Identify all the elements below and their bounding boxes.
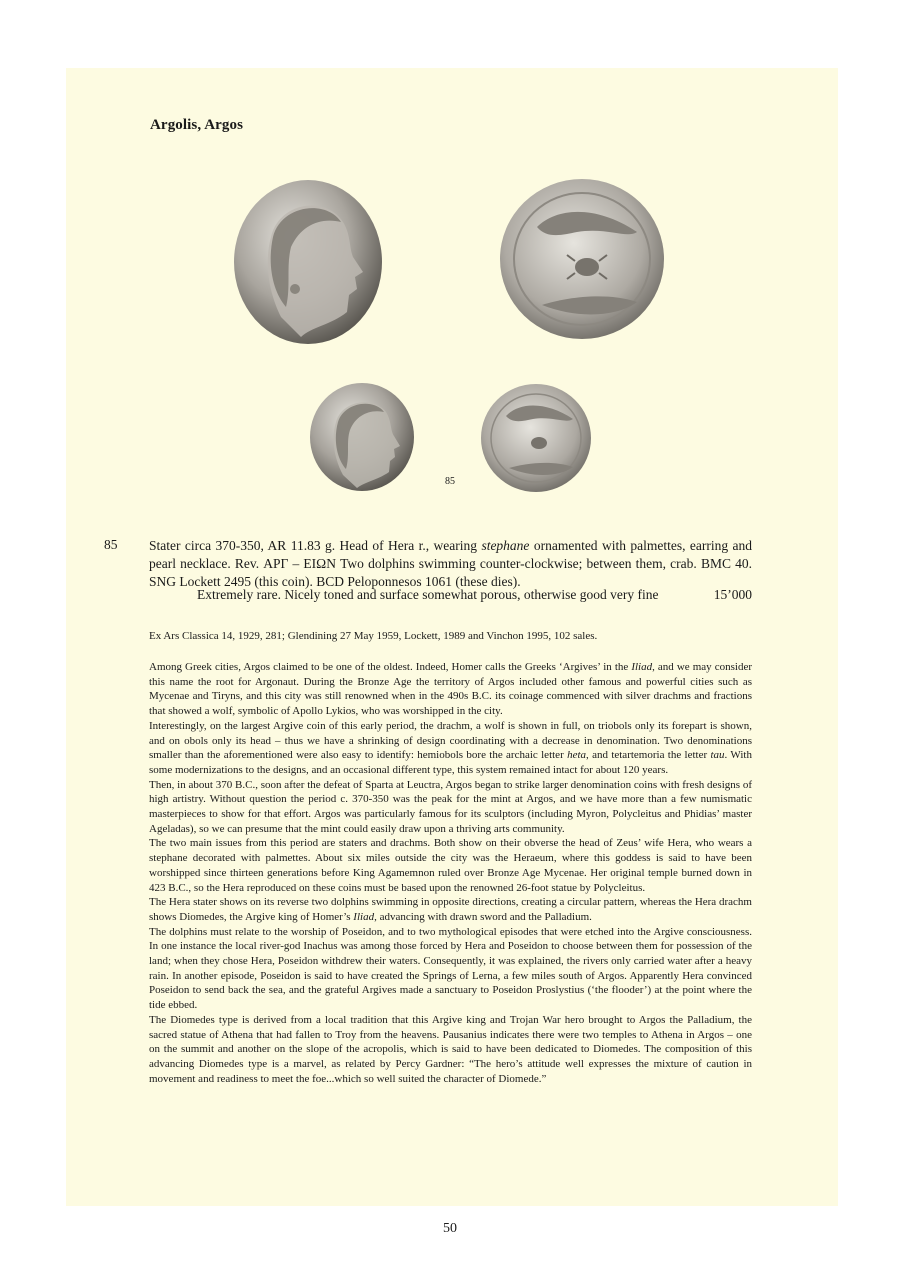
essay-paragraph: The Hera stater shows on its reverse two dolphins swimming in opposite directions, creating a circular pattern, whereas the Hera drachm shows Diomedes, the Argive king of Homer’s Iliad, advancing with drawn sword and the Palladium. xyxy=(149,896,752,923)
essay-paragraph: Interestingly, on the largest Argive coin of this early period, the drachm, a wolf is shown in full, on triobols only its forepart is shown, and on obols only its head – thus we have a shrinking of design coordinating with a decrease in denomination. Two denominations smaller than the aforementioned were also easy to identify: hemiobols bore the archaic letter heta, and tetartemoria the letter tau. With some modernizations to the designs, and an occasional different type, this system remained intact for about 120 years. xyxy=(149,719,752,776)
essay-paragraph: Among Greek cities, Argos claimed to be one of the oldest. Indeed, Homer calls the Greeks ‘Argives’ in the Iliad, and we may consider this name the root for Argonaut. During the Bronze Age the territory of Argos included other famous and powerful cities such as Mycenae and Tiryns, and this city was still renowned when in the 490s B.C. its coinage commenced with silver drachms and fractions that showed a wolf, symbolic of Apollo Lykios, who was worshipped in the city. xyxy=(149,661,752,718)
provenance: Ex Ars Classica 14, 1929, 281; Glendining 27 May 1959, Lockett, 1989 and Vinchon 1995, 102 sales. xyxy=(149,630,598,642)
figure-caption: 85 xyxy=(445,476,455,487)
page-number: 50 xyxy=(443,1221,457,1236)
lot-estimate: 15’000 xyxy=(713,587,752,602)
essay-paragraph: The Diomedes type is derived from a local tradition that this Argive king and Trojan War hero brought to Argos the Palladium, the sacred statue of Athena that had fallen to Troy from the heavens. Pausanius indicates there were two temples to Athena in Argos – one on the summit and another on the slope of the acropolis, which is said to have been dedicated to Diomedes. The composition of this advancing Diomedes type is a marvel, as related by Percy Gardner: “The hero’s attitude well expresses the mixture of caution in movement and readiness to meet the foe...which so well suited the character of Diomede.” xyxy=(149,1013,752,1085)
essay-paragraph: Then, in about 370 B.C., soon after the defeat of Sparta at Leuctra, Argos began to strike larger denomination coins with fresh designs of high artistry. Without question the period c. 370-350 was the peak for the mint at Argos, and we have more than a few numismatic masterpieces to show for that effort. Argos was particularly famous for its sculptors (including Myron, Polycleitus and Phidias’ master Ageladas), so we can presume that the mint could easily draw upon a thriving arts community. xyxy=(149,778,752,835)
section-heading: Argolis, Argos xyxy=(150,117,244,133)
essay xyxy=(149,660,752,1086)
lot-description-text: Stater circa 370-350, AR 11.83 g. Head of Hera r., wearing xyxy=(149,538,482,553)
coin-reverse-small xyxy=(479,382,593,494)
lot-description xyxy=(149,537,752,591)
lot-description-italic: stephane xyxy=(481,538,530,553)
coin-obverse-small xyxy=(308,382,417,493)
lot-grade: Extremely rare. Nicely toned and surface somewhat porous, otherwise good very fine xyxy=(197,587,659,602)
coin-obverse-large xyxy=(231,177,385,347)
lot-grade-line xyxy=(197,587,752,603)
essay-paragraph: The dolphins must relate to the worship of Poseidon, and to two mythological episodes that were etched into the Argive consciousness. In one instance the local river-god Inachus was among those forced by Hera and Poseidon to choose between them for possession of the land; when they chose Hera, Poseidon withdrew their waters. Consequently, it was explained, the rivers only carried water after a heavy rain. In another episode, Poseidon is said to have created the Springs of Lerna, a few miles south of Argos. Apparently Hera convinced Poseidon to send back the sea, and the grateful Argives made a sanctuary to Poseidon Proslystius (‘the flooder’) at the point where the tide ebbed. xyxy=(149,925,752,1012)
lot-description-text: ornamented with palmettes, earring and pearl necklace. Rev. ΑΡΓ – ΕΙΩΝ Two dolphins swimming counter-clockwise; between them, crab. BMC 40. SNG Lockett 2495 (this coin). BCD Peloponnesos 1061 (these dies). xyxy=(149,538,752,589)
lot-number: 85 xyxy=(104,537,118,552)
essay-paragraph: The two main issues from this period are staters and drachms. Both show on their obverse the head of Zeus’ wife Hera, who wears a stephane decorated with palmettes. About six miles outside the city was the Heraeum, where this goddess is said to have been worshipped since thirteen generations before King Agamemnon ruled over Bronze Age Mycenae. Her original temple burned down in 423 B.C., so the Hera reproduced on these coins must be based upon the renowned 26-foot statue by Polycleitus. xyxy=(149,837,752,894)
coin-reverse-large xyxy=(497,177,667,342)
